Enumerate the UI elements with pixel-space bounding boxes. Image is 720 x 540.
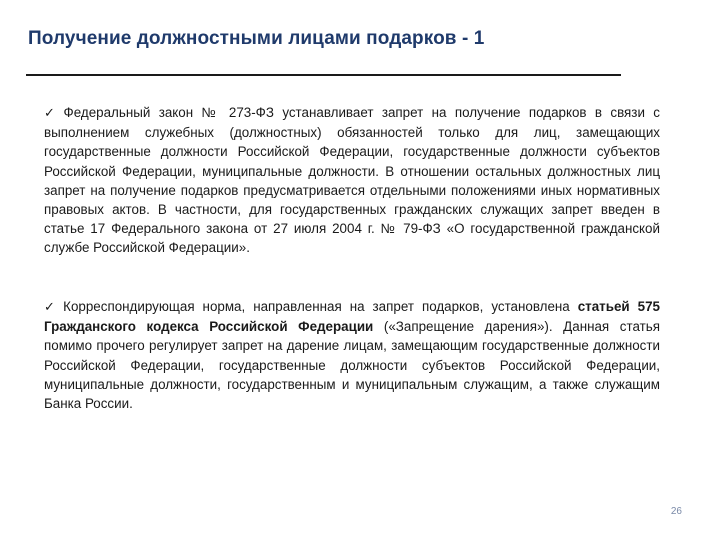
- civil-code-reference: статьей 575 Гражданского кодекса Российской Федерации: [44, 299, 660, 335]
- title-divider: [26, 74, 621, 76]
- checkmark-icon: ✓: [44, 106, 60, 121]
- checkmark-icon: ✓: [44, 300, 60, 315]
- paragraph-civil-code: [44, 297, 660, 413]
- page-number: 26: [670, 506, 682, 517]
- paragraph-federal-law-text: Федеральный закон № 273-ФЗ устанавливает запрет на получение подарков в связи с выполнением служебных (должностных) обязанностей только для лиц, замещающих государственные должности Российской Федерации, государственные должности субъектов Российской Федерации, муниципальные должности. В отношении остальных должностных лиц запрет на получение подарков предусматривается отдельными положениями иных нормативных правовых актов. В частности, для государственных гражданских служащих запрет введен в статье 17 Федерального закона от 27 июля 2004 г. № 79-ФЗ «О государственной гражданской службе Российской Федерации».: [44, 105, 660, 256]
- paragraph-federal-law: [44, 103, 660, 258]
- paragraph-civil-code-rest: («Запрещение дарения»). Данная статья помимо прочего регулирует запрет на дарение лицам, замещающим государственные должности Российской Федерации, государственные должности субъектов Российской Федерации, муниципальные должности, государственным и муниципальным служащим, а также служащим Банка России.: [44, 319, 660, 412]
- slide-title: Получение должностными лицами подарков - 1: [28, 28, 485, 49]
- paragraph-civil-code-intro: Корреспондирующая норма, направленная на запрет подарков, установлена: [63, 299, 570, 314]
